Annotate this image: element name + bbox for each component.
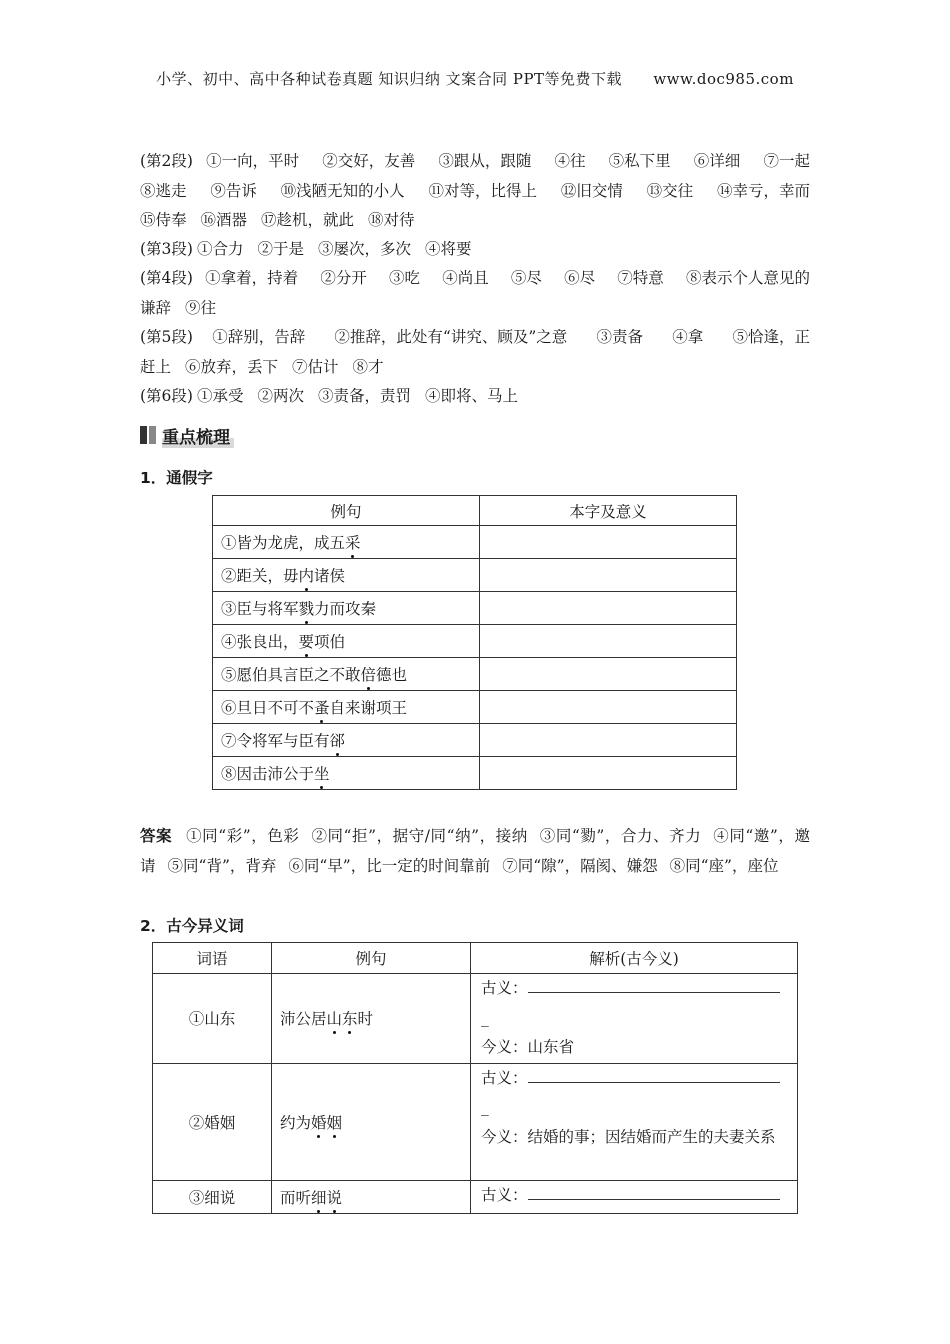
key-char: 郤 xyxy=(329,732,346,750)
paragraph-line xyxy=(140,147,810,177)
example-cell xyxy=(213,658,480,691)
key-word xyxy=(327,1010,358,1028)
header-site-link[interactable]: www.doc985.com xyxy=(653,70,794,88)
gloss-item: ③屡次，多次 xyxy=(318,240,412,258)
table-row xyxy=(153,1063,798,1180)
gloss-item: ⑧表示个人意见的 xyxy=(685,269,810,287)
key-char: 倍 xyxy=(360,666,377,684)
key-char: 蚤 xyxy=(314,699,330,717)
key-char: 内 xyxy=(298,567,315,585)
gloss-item: ⑧才 xyxy=(352,357,384,376)
gloss-item: ⑮侍奉 xyxy=(140,211,187,230)
table-header: 解析(古今义) xyxy=(471,943,798,974)
table-row xyxy=(213,559,737,592)
example-text: ⑤愿伯具言臣之不敢 xyxy=(221,666,361,684)
example-cell xyxy=(272,1063,471,1180)
gloss-item: ③责备 xyxy=(596,328,644,346)
gloss-item: ⑯酒器 xyxy=(200,211,248,230)
key-word xyxy=(311,1189,342,1207)
ancient-line xyxy=(481,1064,787,1094)
example-cell xyxy=(213,625,480,658)
answer-block xyxy=(140,822,810,881)
example-cell xyxy=(213,559,480,592)
gloss-item: ⑭幸亏，幸而 xyxy=(716,181,810,200)
table-header: 词语 xyxy=(153,943,272,974)
ancient-blank xyxy=(528,1183,780,1200)
example-cell xyxy=(213,592,480,625)
subheading-tongjiazi: 1．通假字 xyxy=(140,469,213,487)
analysis-cell xyxy=(471,974,798,1064)
table-row xyxy=(213,526,737,559)
gloss-item: ⑦估计 xyxy=(292,357,339,376)
table-row xyxy=(213,658,737,691)
example-text: 约为 xyxy=(280,1113,312,1132)
header-text: 小学、初中、高中各种试卷真题 知识归纳 文案合同 PPT等免费下载 xyxy=(156,70,623,88)
answer-cell xyxy=(480,724,737,757)
answer-item: ④同“邀”，邀请 xyxy=(140,827,810,875)
ancient-label: 古义： xyxy=(481,1068,528,1087)
vocab-paragraph xyxy=(140,323,810,382)
example-text: ①皆为龙虎，成五 xyxy=(221,534,346,552)
answer-item: ②同“拒”，据守/同“纳”，接纳 xyxy=(311,827,528,845)
paragraph-line xyxy=(140,235,810,265)
example-text: 沛公居 xyxy=(280,1010,327,1029)
gloss-item: ⑤私下里 xyxy=(608,152,671,170)
paragraph-line xyxy=(140,323,810,353)
paragraph-line xyxy=(140,177,810,207)
vocab-paragraph xyxy=(140,264,810,323)
paragraph-line xyxy=(140,353,810,383)
vocab-paragraph xyxy=(140,147,810,236)
gloss-item: ①拿着，持着 xyxy=(205,269,299,287)
gloss-item: ⑤恰逢，正 xyxy=(732,328,810,346)
table-row xyxy=(213,724,737,757)
section-bar-icon xyxy=(149,426,156,444)
gloss-item: ⑥放弃，丢下 xyxy=(185,357,279,376)
paragraph-label: (第6段) xyxy=(140,387,193,405)
gloss-item: ③吃 xyxy=(389,269,421,287)
modern-line: 今义：结婚的事；因结婚而产生的夫妻关系 xyxy=(481,1127,776,1146)
example-text: ④张良出， xyxy=(221,633,299,651)
gloss-item: ⑱对待 xyxy=(368,211,415,230)
key-char: 采 xyxy=(345,534,361,552)
example-text: ⑥旦日不可不 xyxy=(221,699,315,717)
gloss-item: ⑨告诉 xyxy=(210,181,257,200)
paragraph-label: (第4段) xyxy=(140,269,193,287)
word-cell: ③细说 xyxy=(153,1180,272,1213)
answer-cell xyxy=(480,625,737,658)
gloss-item: ⑥详细 xyxy=(693,152,741,170)
example-cell xyxy=(213,724,480,757)
key-word xyxy=(311,1114,342,1132)
paragraph-label: (第5段) xyxy=(140,328,193,346)
gloss-item: ②于是 xyxy=(257,240,304,258)
gloss-item: ①辞别，告辞 xyxy=(212,328,306,346)
example-cell xyxy=(213,526,480,559)
example-text: 自来谢项王 xyxy=(329,699,408,717)
answer-cell xyxy=(480,592,737,625)
key-char: 戮 xyxy=(298,600,315,618)
key-char: 要 xyxy=(298,633,315,651)
gloss-item: ④拿 xyxy=(672,328,704,346)
table-header: 本字及意义 xyxy=(480,496,737,526)
gloss-item: ③跟从，跟随 xyxy=(438,152,532,170)
example-text: 诸侯 xyxy=(314,567,346,585)
example-text: 力而攻秦 xyxy=(314,600,377,618)
example-text: 德也 xyxy=(376,666,408,684)
key-char: 姻 xyxy=(326,1113,343,1132)
analysis-cell xyxy=(471,1063,798,1180)
answer-item: ①同“彩”，色彩 xyxy=(186,827,300,845)
table-row xyxy=(213,592,737,625)
gloss-item: ②交好，友善 xyxy=(322,152,416,170)
gloss-item: ④往 xyxy=(554,152,586,170)
gloss-item: ②推辞，此处有“讲究、顾及”之意 xyxy=(334,328,568,346)
word-cell: ①山东 xyxy=(153,974,272,1064)
example-text: 项伯 xyxy=(314,633,346,651)
table-header: 例句 xyxy=(213,496,480,526)
word-cell: ②婚姻 xyxy=(153,1063,272,1180)
gloss-item: ⑫旧交情 xyxy=(560,181,623,200)
key-char: 说 xyxy=(326,1188,343,1207)
modern-line: 今义：山东省 xyxy=(481,1038,575,1057)
answer-cell xyxy=(480,526,737,559)
analysis-cell xyxy=(471,1180,798,1213)
table-row xyxy=(213,625,737,658)
ancient-blank xyxy=(528,976,780,993)
ancient-line xyxy=(481,1181,787,1211)
gloss-item: ⑨往 xyxy=(185,298,217,317)
gloss-item: ⑩浅陋无知的小人 xyxy=(280,181,405,200)
gloss-item: ④即将、马上 xyxy=(425,387,519,405)
gloss-item: ⑰趁机，就此 xyxy=(261,211,355,230)
example-text: 时 xyxy=(357,1010,374,1029)
answer-item: ⑥同“早”，比一定的时间靠前 xyxy=(288,856,491,875)
section-title-text: 重点梳理 xyxy=(162,423,234,448)
example-text: ②距关，毋 xyxy=(221,567,299,585)
answer-item: ⑦同“隙”，隔阂、嫌怨 xyxy=(502,856,658,875)
gloss-item: 谦辞 xyxy=(140,298,172,317)
gloss-item: ⑪对等，比得上 xyxy=(428,181,537,200)
gujinyiyi-table xyxy=(152,942,798,1214)
section-bar-icon xyxy=(140,426,147,444)
key-char: 山 xyxy=(326,1010,343,1029)
answer-cell xyxy=(480,691,737,724)
example-cell xyxy=(213,757,480,790)
key-char: 细 xyxy=(311,1188,327,1207)
key-char: 坐 xyxy=(314,765,330,783)
paragraph-line xyxy=(140,206,810,236)
example-text: ③臣与将军 xyxy=(221,600,299,618)
gloss-item: ③责备，责罚 xyxy=(318,387,412,405)
answer-cell xyxy=(480,658,737,691)
paragraph-label: (第3段) xyxy=(140,240,193,258)
key-char: 东 xyxy=(342,1010,358,1029)
table-header: 例句 xyxy=(272,943,471,974)
gloss-item: ④尚且 xyxy=(442,269,489,287)
gloss-item: ⑦特意 xyxy=(617,269,664,287)
paragraph-line xyxy=(140,264,810,294)
answer-item: ③同“勠”，合力、齐力 xyxy=(539,827,702,845)
example-text: ⑧因击沛公于 xyxy=(221,765,315,783)
answer-label: 答案 xyxy=(140,827,173,845)
ancient-label: 古义： xyxy=(481,1185,528,1204)
stray-underscore: _ xyxy=(481,1098,489,1117)
answer-cell xyxy=(480,757,737,790)
table-row xyxy=(213,757,737,790)
key-char: 婚 xyxy=(311,1113,327,1132)
tongjiazi-table xyxy=(212,495,737,790)
answer-item: ⑤同“背”，背弃 xyxy=(167,856,277,875)
subheading-gujinyiyi: 2．古今异义词 xyxy=(140,917,244,935)
section-title xyxy=(140,422,250,448)
paragraph-line xyxy=(140,382,810,412)
gloss-item: ⑥尽 xyxy=(564,269,596,287)
answer-cell xyxy=(480,559,737,592)
gloss-item: ⑤尽 xyxy=(510,269,542,287)
vocab-paragraph xyxy=(140,235,810,265)
example-text: ⑦令将军与臣有 xyxy=(221,732,330,750)
gloss-item: ②两次 xyxy=(257,387,304,405)
gloss-item: ⑬交往 xyxy=(646,181,694,200)
gloss-item: 赶上 xyxy=(140,357,172,376)
example-cell xyxy=(272,1180,471,1213)
gloss-item: ①承受 xyxy=(196,387,244,405)
example-cell xyxy=(213,691,480,724)
ancient-blank xyxy=(528,1066,780,1083)
gloss-item: ⑧逃走 xyxy=(140,181,187,200)
table-row xyxy=(153,1180,798,1213)
paragraph-line xyxy=(140,294,810,324)
gloss-item: ②分开 xyxy=(320,269,367,287)
gloss-item: ①一向，平时 xyxy=(206,152,300,170)
gloss-item: ⑦一起 xyxy=(763,152,810,170)
ancient-line xyxy=(481,974,787,1004)
example-cell xyxy=(272,974,471,1064)
paragraph-label: (第2段) xyxy=(140,152,193,170)
stray-underscore: _ xyxy=(481,1008,489,1027)
gloss-item: ④将要 xyxy=(425,240,472,258)
gloss-item: ①合力 xyxy=(196,240,244,258)
page-header xyxy=(0,68,950,89)
ancient-label: 古义： xyxy=(481,979,528,997)
table-row xyxy=(213,691,737,724)
vocab-paragraph xyxy=(140,382,810,412)
answer-item: ⑧同“座”，座位 xyxy=(669,856,779,875)
table-row xyxy=(153,974,798,1064)
example-text: 而听 xyxy=(280,1188,312,1207)
